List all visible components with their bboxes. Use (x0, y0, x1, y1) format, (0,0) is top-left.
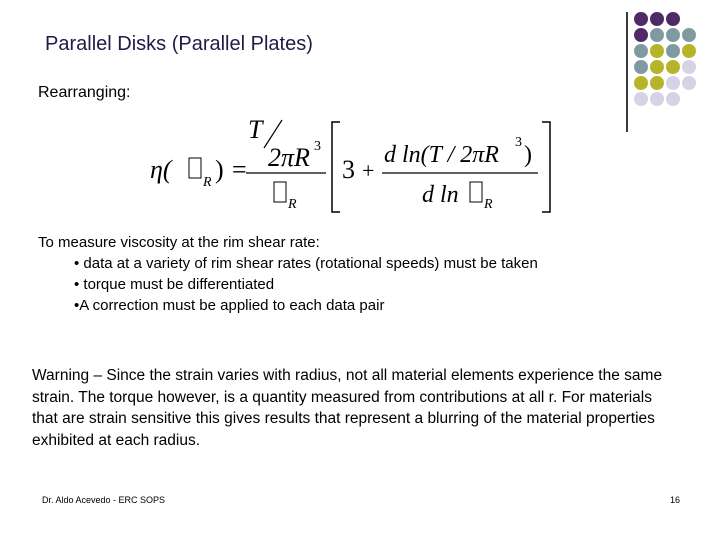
eq-denominator: d ln (422, 182, 459, 208)
eq-three: 3 (342, 155, 355, 184)
eq-lhs-subscript: R (203, 175, 212, 190)
decorative-dot (650, 12, 664, 26)
page-number: 16 (669, 495, 680, 505)
decorative-dot (634, 76, 648, 90)
slide-title: Parallel Disks (Parallel Plates) (45, 33, 313, 55)
eq-lhs-close: ) (215, 155, 224, 184)
eq-numerator-cube: 3 (515, 135, 522, 150)
eq-torque-T: T (248, 115, 263, 144)
eq-left-bracket (332, 122, 340, 212)
decorative-dot (650, 60, 664, 74)
eq-denom-subscript: R (288, 197, 297, 212)
notes-intro: To measure viscosity at the rim shear rate: (38, 234, 320, 251)
decorative-dot (666, 44, 680, 58)
eq-numerator-close: ) (524, 142, 532, 168)
decorative-dot (634, 12, 648, 26)
decorative-dot (650, 92, 664, 106)
decorative-dot (634, 44, 648, 58)
decorative-dot (682, 76, 696, 90)
eq-cube: 3 (314, 139, 321, 154)
eq-missing-glyph-gamma-3 (470, 182, 482, 202)
decorative-dot (650, 76, 664, 90)
decorative-dot (682, 28, 696, 42)
warning-paragraph: Warning – Since the strain varies with radius, not all material elements experience the same strain. The torque however, is a quantity measured from contributions at all r. For materials that are strain sensitive this gives results that represent a blurring of the material properties exhibited at each radius. (32, 367, 663, 449)
decorative-dot (634, 92, 648, 106)
rearranging-label: Rearranging: (38, 84, 131, 101)
eq-eta: η( (150, 155, 172, 184)
notes-bullet-2: • torque must be differentiated (74, 276, 275, 293)
viscosity-equation (140, 112, 570, 220)
footer-author: Dr. Aldo Acevedo - ERC SOPS (42, 495, 166, 505)
eq-missing-glyph-gamma-2 (274, 182, 286, 202)
eq-numerator: d ln(T / 2πR (384, 142, 499, 168)
decorative-dot (666, 76, 680, 90)
decorative-dot (682, 60, 696, 74)
vertical-divider (626, 12, 628, 132)
eq-equals: = (232, 155, 247, 184)
measurement-notes (38, 232, 538, 316)
eq-right-bracket (542, 122, 550, 212)
notes-bullet-1: • data at a variety of rim shear rates (rotational speeds) must be taken (74, 255, 538, 272)
decorative-dot (634, 60, 648, 74)
eq-den-subscript: R (484, 197, 493, 212)
decorative-dot (682, 44, 696, 58)
decorative-dot (634, 28, 648, 42)
notes-bullet-3: •A correction must be applied to each data pair (74, 297, 385, 314)
decorative-dot (666, 92, 680, 106)
decorative-dot (650, 28, 664, 42)
eq-two-pi-r: 2πR (268, 143, 310, 172)
decorative-dot (650, 44, 664, 58)
decorative-dot (666, 12, 680, 26)
eq-missing-glyph-gamma (189, 158, 201, 178)
decorative-dot (666, 28, 680, 42)
decorative-dot (666, 60, 680, 74)
eq-plus: + (362, 158, 375, 183)
